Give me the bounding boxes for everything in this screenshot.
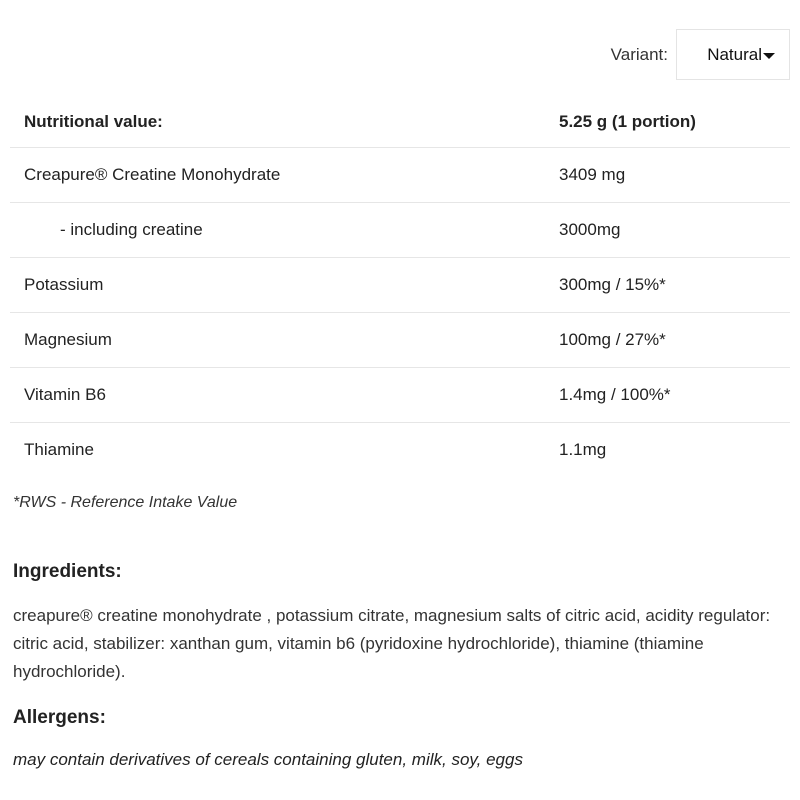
allergens-text: may contain derivatives of cereals containing gluten, milk, soy, eggs (13, 750, 523, 769)
variant-dropdown[interactable] (676, 29, 790, 80)
nutrition-table (10, 97, 790, 477)
caret-down-icon (763, 53, 775, 59)
header-nutritional-value: Nutritional value: (10, 97, 545, 148)
nutrient-name: Thiamine (24, 440, 94, 459)
table-row (10, 368, 790, 423)
header-portion: 5.25 g (1 portion) (545, 97, 790, 148)
nutrient-value: 3000mg (545, 203, 790, 258)
ingredients-heading: Ingredients: (13, 561, 122, 582)
nutrient-name: - including creatine (10, 203, 545, 258)
nutrient-name: Magnesium (10, 313, 545, 368)
allergens-heading: Allergens: (13, 707, 106, 728)
nutrient-value: 100mg / 27%* (545, 313, 790, 368)
ingredients-text: creapure® creatine monohydrate , potassium citrate, magnesium salts of citric acid, acidity regulator: citric acid, stabilizer: xanthan gum, vitamin b6 (pyridoxine hydrochloride), thiamine (thiamine hydrochloride). (13, 606, 771, 681)
rws-footnote: *RWS - Reference Intake Value (13, 494, 238, 511)
variant-selected-value: Natural (707, 44, 762, 64)
table-row (10, 313, 790, 368)
table-row (10, 258, 790, 313)
nutrient-value: 300mg / 15%* (545, 258, 790, 313)
variant-selector (611, 29, 790, 80)
nutrient-value: 3409 mg (545, 148, 790, 203)
nutrient-name: Potassium (10, 258, 545, 313)
nutrient-value: 1.4mg / 100%* (545, 368, 790, 423)
variant-label: Variant: (610, 44, 668, 64)
nutrient-value: 1.1mg (559, 440, 607, 459)
nutrient-name: Creapure® Creatine Monohydrate (10, 148, 545, 203)
table-header-row (10, 97, 790, 148)
nutrient-name: Vitamin B6 (10, 368, 545, 423)
table-row (10, 148, 790, 203)
table-row (10, 423, 790, 478)
table-row (10, 203, 790, 258)
